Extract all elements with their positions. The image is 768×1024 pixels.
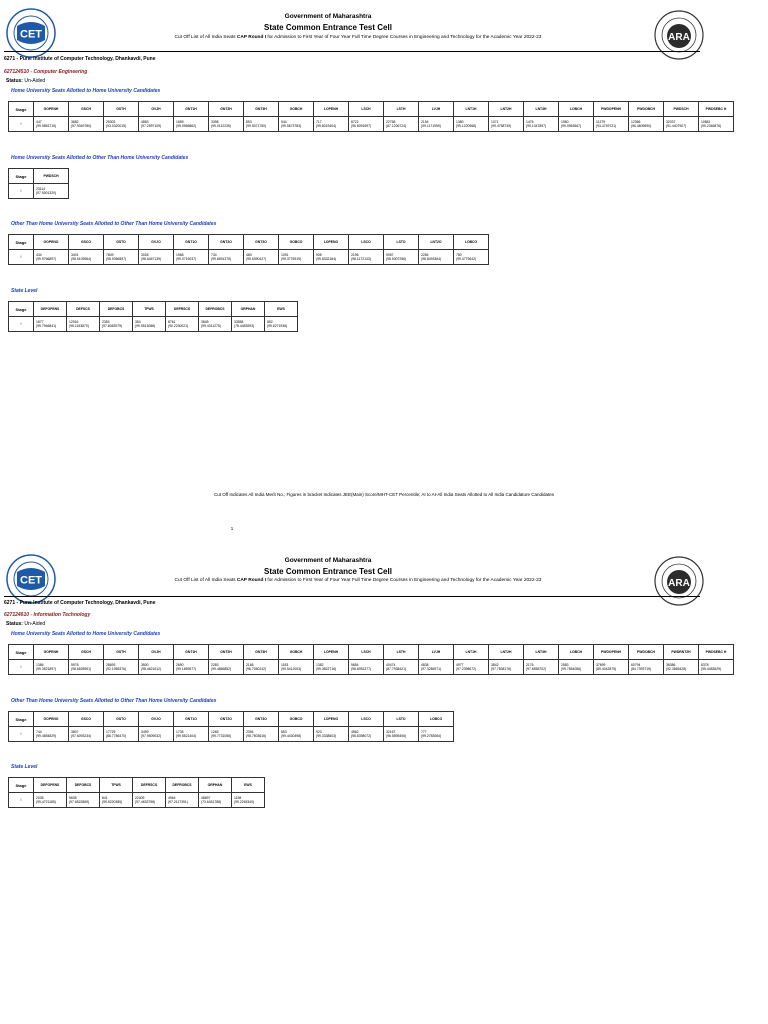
cutoff-cell: 28693 (92.1955376) <box>104 660 139 675</box>
institute-name: 6271 - Pune Institute of Computer Technology, Dhankavdi, Pune <box>4 56 156 62</box>
cutoff-cell: 1198 (99.2245340) <box>232 793 265 808</box>
category-header: LSCH <box>349 102 384 117</box>
cutoff-cell: 780 (99.4779642) <box>454 250 489 265</box>
table-row <box>9 317 298 332</box>
cutoff-cell: 2196 (98.1172133) <box>349 250 384 265</box>
ara-logo-icon <box>654 10 704 60</box>
cutoff-cell: 22409 (97.4633798) <box>133 793 166 808</box>
table-row <box>9 250 489 265</box>
ara-logo-icon <box>654 556 704 606</box>
category-header: LNT1H <box>454 102 489 117</box>
category-header: GSTO <box>104 235 139 250</box>
category-header: LSCO <box>349 235 384 250</box>
cutoff-cell: 11379 (93.4749721) <box>594 117 629 132</box>
stage-header: Stage <box>9 169 34 184</box>
header-subtitle: Cut Off List of All India Seats CAP Round I for Admission to First Year of Four Year Full Time Degree Courses in Engineering and Technology for the Academic Year 2022-23 <box>174 578 542 583</box>
cutoff-cell: 3401 (98.5109964) <box>69 250 104 265</box>
cutoff-table <box>8 777 265 808</box>
cutoff-cell: 434 (99.9766897) <box>34 250 69 265</box>
category-header: PWDOPENH <box>594 645 629 660</box>
category-header: LSCH <box>349 645 384 660</box>
category-header: LOPENH <box>314 645 349 660</box>
cutoff-cell: 354 (99.9513088) <box>133 317 166 332</box>
stage-cell: I <box>9 250 34 265</box>
institute-name: 6271 - Pune Institute of Computer Technology, Dhankavdi, Pune <box>4 600 156 606</box>
section-title: State Level <box>11 288 38 294</box>
category-header: DEFROBCS <box>199 302 232 317</box>
category-header: PWDOBCH <box>629 102 664 117</box>
category-header: GVJH <box>139 102 174 117</box>
table-row <box>9 727 454 742</box>
table-header-row <box>9 169 69 184</box>
cutoff-cell: 32167 (96.5895406) <box>384 727 419 742</box>
category-header: GNT2O <box>209 712 244 727</box>
category-header: LSTO <box>384 235 419 250</box>
category-header: PWDSCH <box>664 102 699 117</box>
table-header-row <box>9 102 734 117</box>
category-header: LSTH <box>384 102 419 117</box>
category-header: GOPENH <box>34 102 69 117</box>
category-header: LNT1H <box>454 645 489 660</box>
category-header: GOBCO <box>279 235 314 250</box>
header-rule <box>4 51 700 52</box>
cutoff-cell: 1071 (99.4758749) <box>489 117 524 132</box>
category-header: LVJH <box>419 102 454 117</box>
cutoff-cell: 40474 (87.7938421) <box>384 660 419 675</box>
cutoff-cell: 17725 (86.7786470) <box>104 727 139 742</box>
cutoff-cell: 3499 (97.9509032) <box>139 727 174 742</box>
cutoff-cell: 2176 (97.6558702) <box>524 660 559 675</box>
course-name: 627124610 - Information Technology <box>4 612 91 618</box>
cutoff-cell: 1386 (99.3521897) <box>34 660 69 675</box>
category-header: LNT2O <box>419 235 454 250</box>
cutoff-cell: 1659 (99.0965862) <box>174 117 209 132</box>
cutoff-cell: 1960 (99.0963567) <box>559 117 594 132</box>
stage-cell: I <box>9 660 34 675</box>
cutoff-cell: 4562 (98.6398072) <box>349 727 384 742</box>
cutoff-cell: 60794 (84.7393715) <box>629 660 664 675</box>
cutoff-cell: 1183 (99.5412003) <box>279 660 314 675</box>
svg-text:ARA: ARA <box>668 32 690 43</box>
category-header: GNT1O <box>174 712 209 727</box>
cutoff-cell: 2283 (99.4866852) <box>209 660 244 675</box>
cutoff-cell: 717 (99.8019404) <box>314 117 349 132</box>
cutoff-cell: 3800 (98.4621612) <box>139 660 174 675</box>
cutoff-cell: 3807 (97.6093234) <box>69 727 104 742</box>
cutoff-cell: 3845 (99.4311275) <box>199 317 232 332</box>
table-header-row <box>9 712 454 727</box>
cutoff-cell: 4883 (97.2597109) <box>139 117 174 132</box>
cutoff-cell: 1877 (99.7946841) <box>34 317 67 332</box>
category-header: DEFRSCS <box>166 302 199 317</box>
cutoff-table <box>8 234 489 265</box>
cutoff-cell: 3682 (97.9049780) <box>69 117 104 132</box>
header-subtitle: Cut Off List of All India Seats CAP Round I for Admission to First Year of Four Year Full Time Degree Courses in Engineering and Technology for the Academic Year 2022-23 <box>174 35 542 40</box>
category-header: DEFRSCS <box>133 778 166 793</box>
cutoff-cell: 1476 (99.1347897) <box>524 117 559 132</box>
cutoff-cell: 10881 (95.2346876) <box>699 117 734 132</box>
category-header: EWS <box>265 302 298 317</box>
stage-header: Stage <box>9 645 34 660</box>
category-header: GOPENO <box>34 235 69 250</box>
cutoff-table <box>8 301 298 332</box>
category-header: LVJH <box>419 645 454 660</box>
category-header: GSTH <box>104 645 139 660</box>
category-header: DEFOBCS <box>67 778 100 793</box>
cutoff-cell: 852 (99.6271936) <box>265 317 298 332</box>
footnote: Cut Off Indicates All India Merit No.; Figures in bracket Indicates JEE(Main) Score/MHT-CET Percentile; AI to AI-All India Seats Allotted to All India Candidature Candidates <box>214 492 554 497</box>
cutoff-table <box>8 711 454 742</box>
cutoff-cell: 22758 (87.1206724) <box>384 117 419 132</box>
cutoff-cell: 2583 (99.7854086) <box>559 660 594 675</box>
category-header: LSTO <box>384 712 419 727</box>
stage-header: Stage <box>9 102 34 117</box>
category-header: GNT2H <box>209 645 244 660</box>
category-header: GNT3O <box>244 712 279 727</box>
category-header: GOBCH <box>279 102 314 117</box>
category-header: LOPENO <box>314 712 349 727</box>
category-header: LNT2H <box>489 102 524 117</box>
category-header: LNT3H <box>524 102 559 117</box>
cutoff-cell: 32037 (91.4407907) <box>664 117 699 132</box>
category-header: LSCO <box>349 712 384 727</box>
status-line: Status: Un-Aided <box>6 621 46 627</box>
category-header: GNT1H <box>174 102 209 117</box>
category-header: EWS <box>232 778 265 793</box>
cutoff-cell: 841 (99.5220385) <box>100 793 133 808</box>
category-header: PWDRNT2H <box>664 645 699 660</box>
table-header-row <box>9 645 734 660</box>
stage-header: Stage <box>9 712 34 727</box>
category-header: GNT3O <box>244 235 279 250</box>
category-header: GNT3H <box>244 645 279 660</box>
cutoff-cell: 5978 (98.6528951) <box>69 660 104 675</box>
table-header-row <box>9 302 298 317</box>
stage-cell: I <box>9 727 34 742</box>
category-header: GNT3H <box>244 102 279 117</box>
table-row <box>9 793 265 808</box>
cutoff-cell: 1968 (99.0719037) <box>174 250 209 265</box>
table-row <box>9 117 734 132</box>
cutoff-cell: 3028 (98.6467139) <box>139 250 174 265</box>
cutoff-cell: 744 (99.4654829) <box>34 727 69 742</box>
cutoff-cell: 1380 (99.1220968) <box>454 117 489 132</box>
category-header: GSTH <box>104 102 139 117</box>
category-header: LOBCO <box>419 712 454 727</box>
cutoff-cell: 905 (99.8332184) <box>314 250 349 265</box>
category-header: PWDOBCH <box>629 645 664 660</box>
cutoff-cell: 2035 (99.4721185) <box>34 793 67 808</box>
table-row <box>9 184 69 199</box>
category-header: LSTH <box>384 645 419 660</box>
category-header: GVJO <box>139 235 174 250</box>
header-rule <box>4 596 700 597</box>
cutoff-cell: 2353 (97.8083979) <box>100 317 133 332</box>
svg-text:CET: CET <box>20 28 42 41</box>
category-header: GVJH <box>139 645 174 660</box>
category-header: DEFROBCS <box>166 778 199 793</box>
category-header: ORPHAN <box>199 778 232 793</box>
category-header: GOBCH <box>279 645 314 660</box>
category-header: GNT1O <box>174 235 209 250</box>
category-header: GNT1H <box>174 645 209 660</box>
section-title: Other Than Home University Seats Allotted to Other Than Home University Candidates <box>11 221 217 227</box>
category-header: GSCO <box>69 235 104 250</box>
category-header: LOBCH <box>559 645 594 660</box>
stage-cell: I <box>9 117 34 132</box>
cutoff-table <box>8 168 69 199</box>
cutoff-cell: 1091 (99.3776919) <box>279 250 314 265</box>
category-header: GSTO <box>104 712 139 727</box>
cutoff-cell: 1735 (99.5521404) <box>174 727 209 742</box>
section-title: Home University Seats Allotted to Home University Candidates <box>11 631 161 637</box>
category-header: GVJO <box>139 712 174 727</box>
stage-header: Stage <box>9 302 34 317</box>
category-header: GSCH <box>69 102 104 117</box>
cutoff-cell: 33558 (78.4483993) <box>232 317 265 332</box>
cutoff-cell: 447 (99.9853715) <box>34 117 69 132</box>
category-header: GOPENO <box>34 712 69 727</box>
category-header: LNT3H <box>524 645 559 660</box>
category-header: PWDSCH <box>34 169 69 184</box>
stage-cell: I <box>9 793 34 808</box>
cutoff-cell: 36386 (92.3565428) <box>664 660 699 675</box>
category-header: PWDSEBC H <box>699 102 734 117</box>
category-header: LOPENH <box>314 102 349 117</box>
cutoff-cell: 12916 (95.1153870) <box>67 317 100 332</box>
cutoff-page-2 <box>0 546 768 1024</box>
section-title: State Level <box>11 764 38 770</box>
cutoff-cell: 4977 (97.2398672) <box>454 660 489 675</box>
cutoff-cell: 25303 (93.0320015) <box>104 117 139 132</box>
stage-cell: I <box>9 317 34 332</box>
category-header: LOPENO <box>314 235 349 250</box>
cutoff-cell: 37699 (89.4042875) <box>594 660 629 675</box>
cutoff-cell: 3398 (99.0112235) <box>209 117 244 132</box>
category-header: ORPHAN <box>232 302 265 317</box>
category-header: GSCO <box>69 712 104 727</box>
cutoff-cell: 7849 (95.9356597) <box>104 250 139 265</box>
cutoff-cell: 777 (99.2783084) <box>419 727 454 742</box>
page-number: 1 <box>230 526 234 531</box>
table-header-row <box>9 235 489 250</box>
category-header: DEFOBCS <box>100 302 133 317</box>
cutoff-cell: 853 (99.4430498) <box>279 727 314 742</box>
cutoff-cell: 5608 (97.6522869) <box>67 793 100 808</box>
cutoff-cell: 2284 (98.8493364) <box>419 250 454 265</box>
cutoff-cell: 944 (99.5673783) <box>279 117 314 132</box>
header-cell-title: State Common Entrance Test Cell <box>264 567 392 576</box>
cutoff-cell: 2194 (99.1171959) <box>419 117 454 132</box>
category-header: GNT2O <box>209 235 244 250</box>
cutoff-cell: 4964 (97.2117391) <box>166 793 199 808</box>
category-header: GNT2H <box>209 102 244 117</box>
stage-header: Stage <box>9 235 34 250</box>
table-row <box>9 660 734 675</box>
cutoff-cell: 3842 (97.7838176) <box>489 660 524 675</box>
category-header: DEFOPENS <box>34 302 67 317</box>
cutoff-cell: 1265 (99.7731056) <box>209 727 244 742</box>
cutoff-cell: 8722 (96.8091597) <box>349 117 384 132</box>
category-header: GSCH <box>69 645 104 660</box>
cutoff-cell: 853 (99.5071750) <box>244 117 279 132</box>
cutoff-cell: 8378 (95.4483529) <box>699 660 734 675</box>
category-header: LNT2H <box>489 645 524 660</box>
category-header: PWDOPENH <box>594 102 629 117</box>
svg-text:CET: CET <box>20 574 42 587</box>
cutoff-cell: 2690 (99.1659577) <box>174 660 209 675</box>
cutoff-cell: 923 (99.3338603) <box>314 727 349 742</box>
cutoff-cell: 9654 (96.6052377) <box>349 660 384 675</box>
category-header: GOBCO <box>279 712 314 727</box>
cutoff-cell: 48697 (73.6451788) <box>199 793 232 808</box>
category-header: GOPENH <box>34 645 69 660</box>
cutoff-cell: 12356 (96.4609690) <box>629 117 664 132</box>
section-title: Other Than Home University Seats Allotted to Other Than Home University Candidates <box>11 698 217 704</box>
category-header: TFWS <box>100 778 133 793</box>
section-title: Home University Seats Allotted to Home University Candidates <box>11 88 161 94</box>
category-header: DEFOPENS <box>34 778 67 793</box>
cutoff-cell: 734 (99.6691375) <box>209 250 244 265</box>
category-header: PWDSEBC H <box>699 645 734 660</box>
stage-header: Stage <box>9 778 34 793</box>
cutoff-cell: 483 (99.5390427) <box>244 250 279 265</box>
cutoff-cell: 2168 (98.7050242) <box>244 660 279 675</box>
cutoff-cell: 1382 (99.3822716) <box>314 660 349 675</box>
header-government: Government of Maharashtra <box>284 557 372 564</box>
category-header: DEFSCS <box>67 302 100 317</box>
header-government: Government of Maharashtra <box>284 13 372 20</box>
cutoff-table <box>8 644 734 675</box>
category-header: LOBCO <box>454 235 489 250</box>
category-header: LOBCH <box>559 102 594 117</box>
cutoff-cell: 4838 (97.3285971) <box>419 660 454 675</box>
svg-text:ARA: ARA <box>668 578 690 589</box>
cutoff-table <box>8 101 734 132</box>
header-cell-title: State Common Entrance Test Cell <box>264 23 392 32</box>
category-header: TFWS <box>133 302 166 317</box>
stage-cell: I <box>9 184 34 199</box>
cutoff-cell: 2394 (98.7503616) <box>244 727 279 742</box>
section-title: Home University Seats Allotted to Other Than Home University Candidates <box>11 155 189 161</box>
cutoff-cell: 8761 (90.2230021) <box>166 317 199 332</box>
cutoff-cell: 9057 (95.5307256) <box>384 250 419 265</box>
table-header-row <box>9 778 265 793</box>
cutoff-cell: 23114 (97.5001320) <box>34 184 69 199</box>
course-name: 627124510 - Computer Engineering <box>4 69 88 75</box>
status-line: Status: Un-Aided <box>6 78 46 84</box>
